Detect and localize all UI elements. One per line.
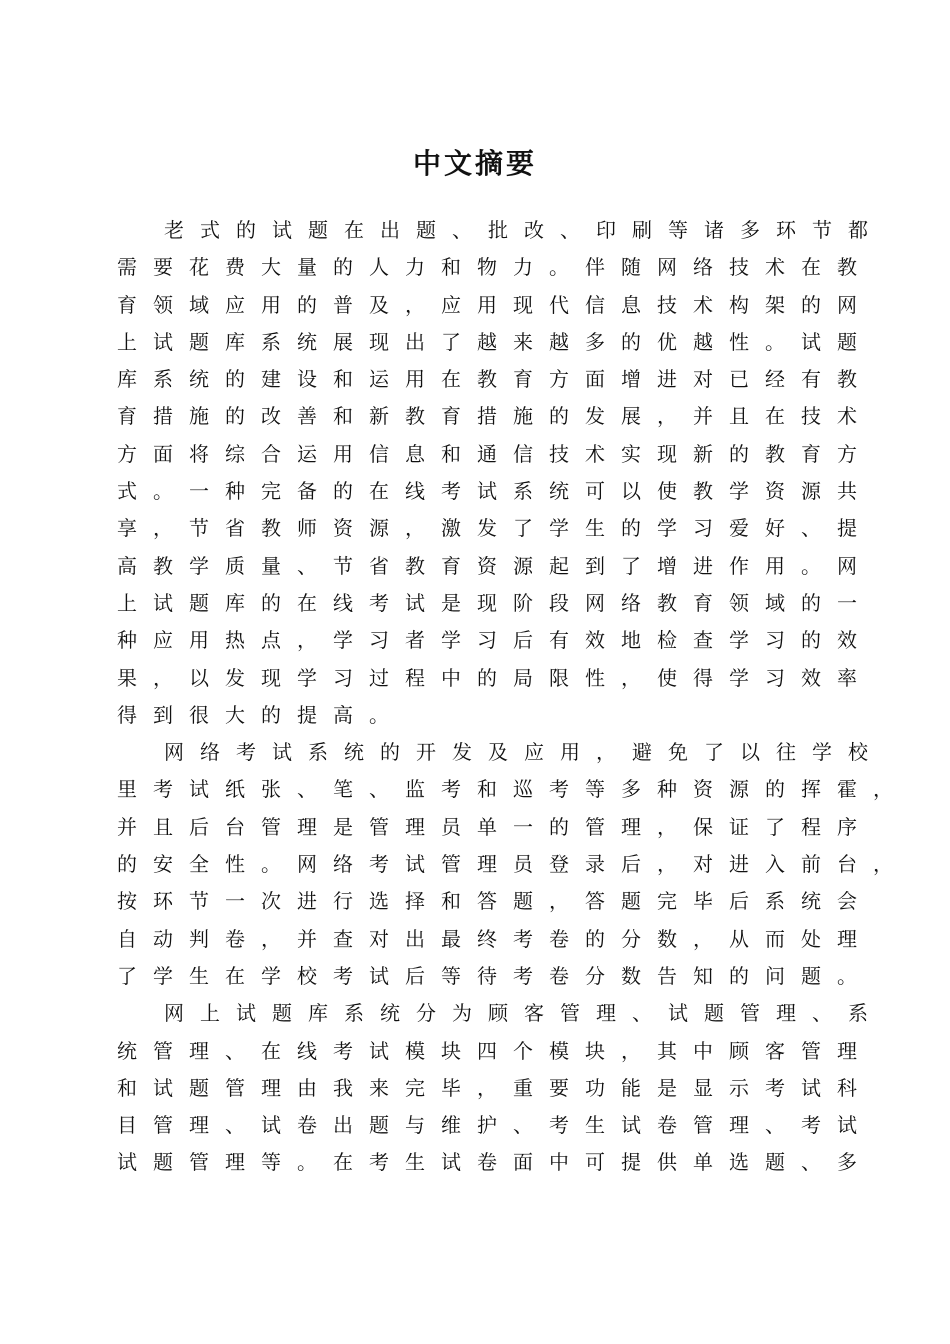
text-line: 目管理、试卷出题与维护、考生试卷管理、考试 bbox=[117, 1113, 873, 1138]
abstract-body bbox=[117, 212, 909, 1182]
text-line: 网上试题库系统分为顾客管理、试题管理、系 bbox=[164, 1001, 884, 1026]
text-line: 高教学质量、节省教育资源起到了增进作用。网 bbox=[117, 553, 873, 578]
text-line: 享，节省教师资源，激发了学生的学习爱好、提 bbox=[117, 516, 873, 541]
text-line: 果，以发现学习过程中的局限性，使得学习效率 bbox=[117, 665, 873, 690]
text-line: 并且后台管理是管理员单一的管理，保证了程序 bbox=[117, 814, 873, 839]
text-line: 得到很大的提高。 bbox=[117, 702, 405, 727]
text-line: 上试题库的在线考试是现阶段网络教育领域的一 bbox=[117, 590, 873, 615]
text-line: 了学生在学校考试后等待考卷分数告知的问题。 bbox=[117, 963, 873, 988]
text-line: 方面将综合运用信息和通信技术实现新的教育方 bbox=[117, 441, 873, 466]
text-line: 式。一种完备的在线考试系统可以使教学资源共 bbox=[117, 479, 873, 504]
text-line: 统管理、在线考试模块四个模块，其中顾客管理 bbox=[117, 1038, 873, 1063]
page-title: 中文摘要 bbox=[412, 147, 537, 180]
text-line: 种应用热点，学习者学习后有效地检查学习的效 bbox=[117, 628, 873, 653]
text-line: 网络考试系统的开发及应用，避免了以往学校 bbox=[164, 740, 884, 765]
text-line: 育措施的改善和新教育措施的发展，并且在技术 bbox=[117, 404, 873, 429]
text-line: 库系统的建设和运用在教育方面增进对已经有教 bbox=[117, 367, 873, 392]
text-line: 需要花费大量的人力和物力。伴随网络技术在教 bbox=[117, 255, 873, 280]
text-line: 育领域应用的普及，应用现代信息技术构架的网 bbox=[117, 292, 873, 317]
text-line: 自动判卷，并查对出最终考卷的分数，从而处理 bbox=[117, 926, 873, 951]
text-line: 的安全性。网络考试管理员登录后，对进入前台， bbox=[117, 852, 909, 877]
text-line: 里考试纸张、笔、监考和巡考等多种资源的挥霍， bbox=[117, 777, 909, 802]
text-line: 按环节一次进行选择和答题，答题完毕后系统会 bbox=[117, 889, 873, 914]
text-line: 老式的试题在出题、批改、印刷等诸多环节都 bbox=[164, 218, 884, 242]
text-line: 上试题库系统展现出了越来越多的优越性。试题 bbox=[117, 329, 873, 354]
text-line: 试题管理等。在考生试卷面中可提供单选题、多 bbox=[117, 1150, 873, 1175]
text-line: 和试题管理由我来完毕，重要功能是显示考试科 bbox=[117, 1075, 873, 1100]
